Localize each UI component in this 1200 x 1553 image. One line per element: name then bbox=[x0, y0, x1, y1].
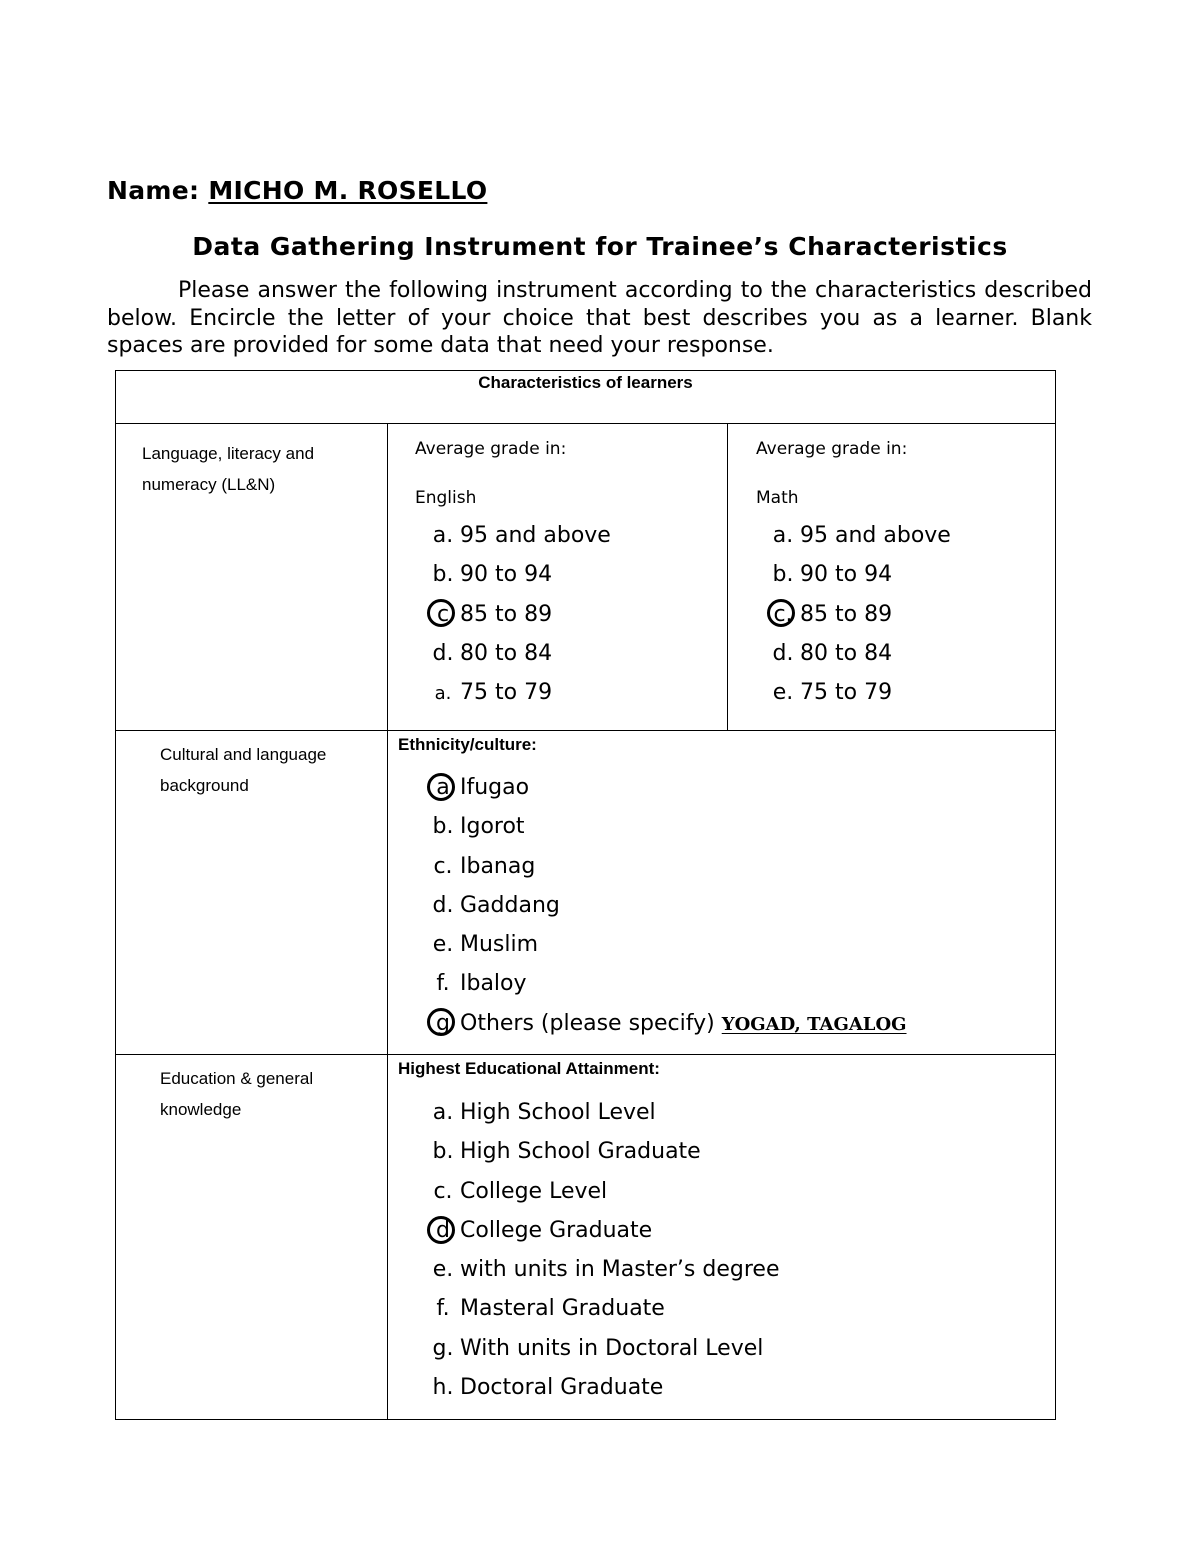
math-caption: Average grade in: bbox=[756, 439, 908, 459]
math-grade-cell bbox=[728, 424, 1056, 731]
category-label-education: Education & general knowledge bbox=[160, 1069, 314, 1119]
name-label: Name: bbox=[107, 176, 200, 205]
option-letter: b. bbox=[432, 562, 454, 588]
option-text: College Level bbox=[460, 1178, 608, 1204]
option-letter: e. bbox=[432, 1257, 454, 1283]
list-item[interactable] bbox=[426, 807, 1055, 846]
option-letter: a. bbox=[434, 683, 452, 705]
option-text: 85 to 89 bbox=[460, 601, 553, 627]
ethnicity-title: Ethnicity/culture: bbox=[398, 735, 537, 754]
option-letter: f. bbox=[436, 971, 450, 997]
education-cell bbox=[388, 1055, 1056, 1420]
list-item[interactable] bbox=[426, 1329, 1055, 1368]
list-item[interactable] bbox=[426, 1172, 1055, 1211]
list-item[interactable] bbox=[426, 925, 1055, 964]
category-label-cultural: Cultural and language background bbox=[160, 745, 327, 795]
option-text: 80 to 84 bbox=[800, 640, 893, 666]
option-text: 75 to 79 bbox=[800, 680, 893, 706]
list-item[interactable] bbox=[426, 886, 1055, 925]
option-letter: h. bbox=[432, 1375, 454, 1401]
list-item[interactable] bbox=[426, 516, 727, 555]
list-item[interactable] bbox=[426, 964, 1055, 1003]
list-item[interactable] bbox=[766, 673, 1055, 712]
option-text: Doctoral Graduate bbox=[460, 1375, 664, 1401]
education-options bbox=[388, 1093, 1055, 1407]
category-label-lln: Language, literacy and numeracy (LL&N) bbox=[142, 444, 315, 494]
option-text: 95 and above bbox=[460, 523, 611, 548]
option-text: Masteral Graduate bbox=[460, 1296, 665, 1322]
list-item[interactable] bbox=[426, 1368, 1055, 1407]
option-letter-circled: g bbox=[426, 1004, 460, 1043]
option-text: 90 to 94 bbox=[800, 562, 893, 588]
option-letter: d. bbox=[432, 640, 454, 666]
category-cell-education bbox=[116, 1055, 388, 1420]
option-letter-circled: c bbox=[426, 595, 460, 634]
list-item[interactable] bbox=[426, 595, 727, 634]
option-text: Muslim bbox=[460, 932, 539, 958]
option-text: Ibanag bbox=[460, 853, 536, 879]
option-text: 95 and above bbox=[800, 523, 951, 548]
math-options bbox=[728, 516, 1055, 712]
specify-answer: YOGAD, TAGALOG bbox=[721, 1013, 907, 1035]
option-text: High School Level bbox=[460, 1100, 656, 1125]
option-letter: b. bbox=[432, 814, 454, 840]
instructions-paragraph: Please answer the following instrument according to the characteristics described below. Encircle the letter of your choice that best describes you as a learner. Blank spaces are provided for some data that need your response. bbox=[107, 278, 1092, 358]
english-grade-cell bbox=[388, 424, 728, 731]
education-title: Highest Educational Attainment: bbox=[398, 1059, 660, 1078]
option-text: 80 to 84 bbox=[460, 640, 553, 666]
option-letter: a. bbox=[432, 523, 454, 548]
math-subject: Math bbox=[756, 488, 799, 508]
document-title: Data Gathering Instrument for Trainee’s Characteristics bbox=[192, 232, 1008, 261]
option-text: Ifugao bbox=[460, 775, 530, 800]
category-cell-lln bbox=[116, 424, 388, 731]
characteristics-table bbox=[115, 370, 1056, 1420]
ethnicity-cell bbox=[388, 731, 1056, 1055]
option-text: Igorot bbox=[460, 814, 525, 840]
option-letter: f. bbox=[436, 1296, 450, 1322]
english-caption: Average grade in: bbox=[415, 439, 567, 459]
option-text: Others (please specify) bbox=[460, 1010, 715, 1036]
table-header bbox=[116, 371, 1056, 424]
option-letter-circled: a bbox=[426, 768, 460, 807]
list-item[interactable] bbox=[426, 1004, 1055, 1043]
option-text: Gaddang bbox=[460, 892, 560, 918]
option-letter: a. bbox=[432, 1100, 454, 1125]
list-item[interactable] bbox=[426, 1289, 1055, 1328]
name-line bbox=[107, 176, 487, 205]
list-item[interactable] bbox=[766, 516, 1055, 555]
list-item[interactable] bbox=[426, 1132, 1055, 1171]
option-text: 75 to 79 bbox=[460, 680, 553, 706]
list-item[interactable] bbox=[426, 634, 727, 673]
list-item[interactable] bbox=[766, 555, 1055, 594]
option-text: with units in Master’s degree bbox=[460, 1257, 780, 1283]
category-cell-cultural bbox=[116, 731, 388, 1055]
option-letter-circled: c. bbox=[766, 595, 800, 634]
option-letter: c. bbox=[433, 1178, 453, 1204]
list-item[interactable] bbox=[766, 595, 1055, 634]
option-letter: d. bbox=[772, 640, 794, 666]
list-item[interactable] bbox=[426, 673, 727, 712]
english-subject: English bbox=[415, 488, 477, 508]
list-item[interactable] bbox=[426, 1250, 1055, 1289]
option-letter: b. bbox=[432, 1139, 454, 1165]
english-options bbox=[388, 516, 727, 712]
list-item[interactable] bbox=[426, 555, 727, 594]
list-item[interactable] bbox=[426, 847, 1055, 886]
option-text: College Graduate bbox=[460, 1217, 653, 1243]
option-text: Ibaloy bbox=[460, 971, 527, 997]
list-item[interactable] bbox=[426, 1093, 1055, 1132]
option-letter: b. bbox=[772, 562, 794, 588]
option-letter-circled: d bbox=[426, 1211, 460, 1250]
name-value: MICHO M. ROSELLO bbox=[208, 176, 488, 205]
option-text: 90 to 94 bbox=[460, 562, 553, 588]
option-text: 85 to 89 bbox=[800, 601, 893, 627]
option-letter: g. bbox=[432, 1335, 454, 1361]
option-letter: e. bbox=[772, 680, 794, 706]
option-letter: a. bbox=[772, 523, 794, 548]
table-header-text: Characteristics of learners bbox=[478, 373, 693, 392]
option-text: High School Graduate bbox=[460, 1139, 701, 1165]
option-letter: d. bbox=[432, 892, 454, 918]
option-text: With units in Doctoral Level bbox=[460, 1335, 764, 1361]
option-letter: e. bbox=[432, 932, 454, 958]
option-letter: c. bbox=[433, 853, 453, 879]
list-item[interactable] bbox=[766, 634, 1055, 673]
list-item[interactable] bbox=[426, 768, 1055, 807]
ethnicity-options bbox=[388, 768, 1055, 1043]
list-item[interactable] bbox=[426, 1211, 1055, 1250]
